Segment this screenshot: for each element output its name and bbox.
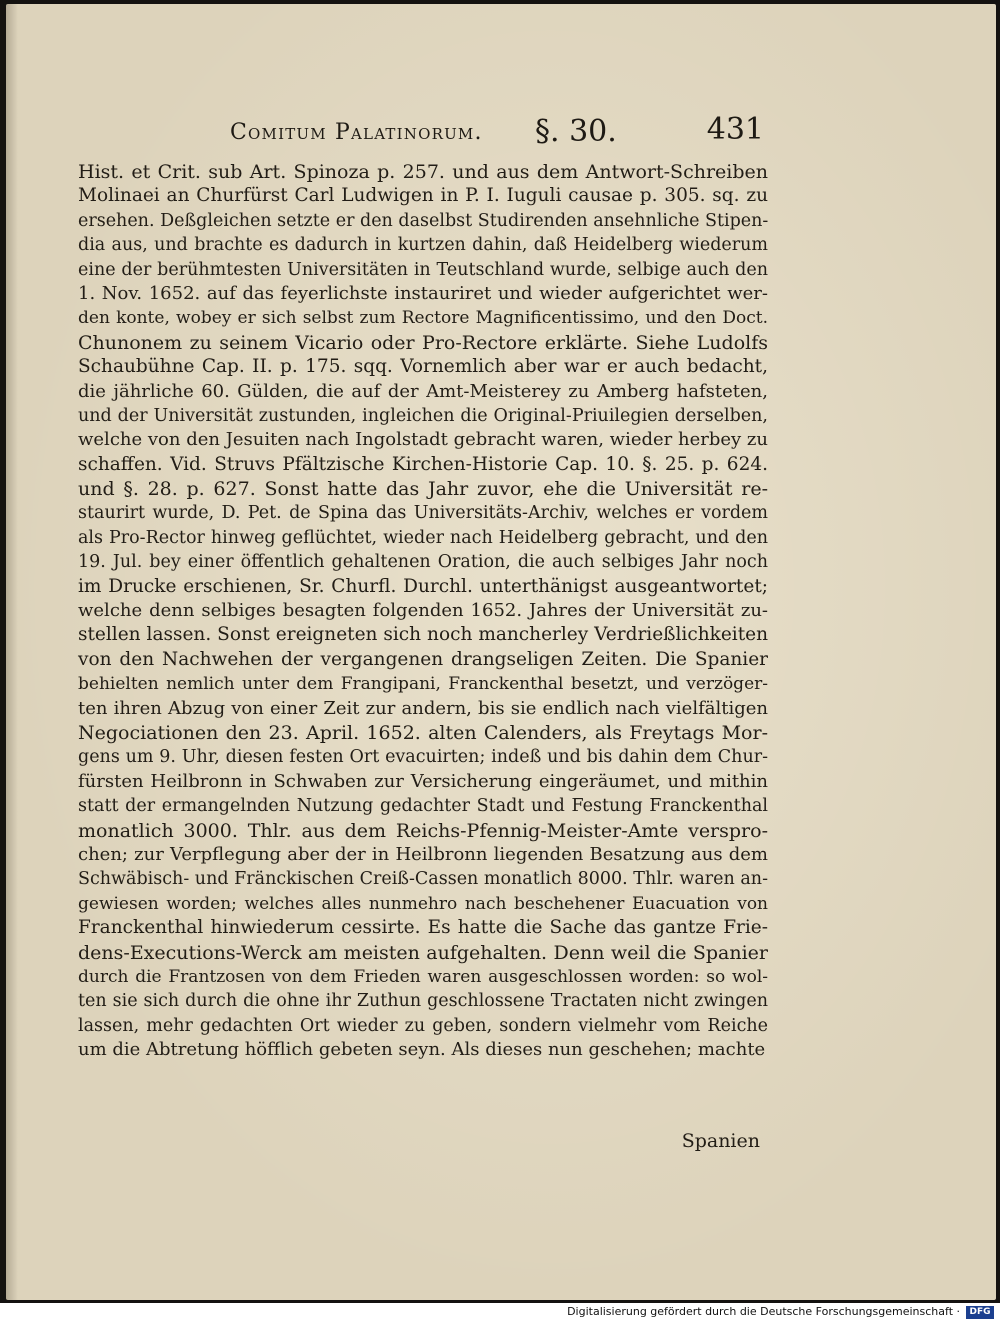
text-line: statt der ermangelnden Nutzung gedachter Stadt und Festung Franckenthal — [78, 796, 768, 817]
text-line: Hist. et Crit. sub Art. Spinoza p. 257. und aus dem Antwort-Schreiben — [78, 161, 768, 183]
text-line: monatlich 3000. Thlr. aus dem Reichs-Pfennig-Meister-Amte verspro- — [78, 819, 768, 842]
text-line: und der Universität zustunden, ingleichen die Original-Priuilegien derselben, — [78, 405, 768, 426]
text-line: staurirt wurde, D. Pet. de Spina das Universitäts-Archiv, welches er vordem — [78, 503, 768, 524]
page-header — [230, 112, 772, 156]
text-line: Franckenthal hinwiederum cessirte. Es hatte die Sache das gantze Frie- — [78, 917, 768, 939]
text-line: eine der berühmtesten Universitäten in Teutschland wurde, selbige auch den — [78, 259, 768, 280]
text-line: ten sie sich durch die ohne ihr Zuthun geschlossene Tractaten nicht zwingen — [78, 991, 768, 1012]
running-head: Comitum Palatinorum. — [230, 120, 483, 145]
dfg-logo: DFG — [966, 1306, 994, 1319]
digitization-footer — [0, 1303, 1000, 1323]
catchword: Spanien — [681, 1130, 760, 1152]
text-line: die jährliche 60. Gülden, die auf der Amt-Meisterey zu Amberg hafsteten, — [78, 380, 768, 402]
text-line: als Pro-Rector hinweg geflüchtet, wieder nach Heidelberg gebracht, und den — [78, 527, 768, 548]
text-line: behielten nemlich unter dem Frangipani, Franckenthal besetzt, und verzöger- — [78, 674, 768, 695]
text-line: und §. 28. p. 627. Sonst hatte das Jahr zuvor, ehe die Universität re- — [78, 478, 768, 501]
text-line: Molinaei an Churfürst Carl Ludwigen in P. I. Iuguli causae p. 305. sq. zu — [78, 185, 768, 207]
text-line: stellen lassen. Sonst ereigneten sich noch mancherley Verdrießlichkeiten — [78, 624, 768, 646]
text-line: gewiesen worden; welches alles nunmehro nach beschehener Euacuation von — [78, 893, 768, 914]
text-line: ersehen. Deßgleichen setzte er den daselbst Studirenden ansehnliche Stipen- — [78, 210, 769, 231]
page-number: 431 — [706, 112, 764, 147]
text-line: Schwäbisch- und Fränckischen Creiß-Cassen monatlich 8000. Thlr. waren an- — [78, 869, 768, 890]
text-line: lassen, mehr gedachten Ort wieder zu geben, sondern vielmehr vom Reiche — [78, 1015, 768, 1036]
text-line: ten ihren Abzug von einer Zeit zur andern, bis sie endlich nach vielfältigen — [78, 697, 768, 719]
funding-credit: Digitalisierung gefördert durch die Deutsche Forschungsgemeinschaft · — [567, 1305, 960, 1318]
text-line: 19. Jul. bey einer öffentlich gehaltenen Oration, die auch selbiges Jahr noch — [78, 552, 768, 573]
text-line: gens um 9. Uhr, diesen festen Ort evacuirten; indeß und bis dahin dem Chur- — [78, 747, 768, 768]
text-line: welche denn selbiges besagten folgenden 1652. Jahres der Universität zu- — [78, 600, 768, 622]
text-line: Schaubühne Cap. II. p. 175. sqq. Vornemlich aber war er auch bedacht, — [78, 356, 768, 378]
text-line: schaffen. Vid. Struvs Pfältzische Kirchen-Historie Cap. 10. §. 25. p. 624. — [78, 453, 768, 475]
text-line: Negociationen den 23. April. 1652. alten Calenders, als Freytags Mor- — [78, 721, 768, 744]
body-text — [78, 160, 768, 1062]
text-line: um die Abtretung höfflich gebeten seyn. Als dieses nun geschehen; machte — [78, 1039, 766, 1061]
text-line: dia aus, und brachte es dadurch in kurtzen dahin, daß Heidelberg wiederum — [78, 235, 768, 256]
section-number: §. 30. — [535, 114, 617, 149]
text-line: welche von den Jesuiten nach Ingolstadt gebracht waren, wieder herbey zu — [78, 429, 768, 451]
text-line: Chunonem zu seinem Vicario oder Pro-Rectore erklärte. Siehe Ludolfs — [78, 331, 768, 354]
text-line: dens-Executions-Werck am meisten aufgehalten. Denn weil die Spanier — [78, 941, 768, 964]
page-gutter-shadow — [6, 4, 18, 1300]
text-line: den konte, wobey er sich selbst zum Rectore Magnificentissimo, und den Doct. — [78, 308, 768, 329]
text-line: 1. Nov. 1652. auf das feyerlichste instauriret und wieder aufgerichtet wer- — [78, 282, 768, 304]
text-line: chen; zur Verpflegung aber der in Heilbronn liegenden Besatzung aus dem — [78, 843, 768, 865]
text-line: von den Nachwehen der vergangenen drangseligen Zeiten. Die Spanier — [78, 648, 768, 670]
text-line: im Drucke erschienen, Sr. Churfl. Durchl. unterthänigst ausgeantwortet; — [78, 575, 768, 597]
text-line: fürsten Heilbronn in Schwaben zur Versicherung eingeräumet, und mithin — [78, 770, 768, 792]
text-line: durch die Frantzosen von dem Frieden waren ausgeschlossen worden: so wol- — [78, 966, 768, 987]
